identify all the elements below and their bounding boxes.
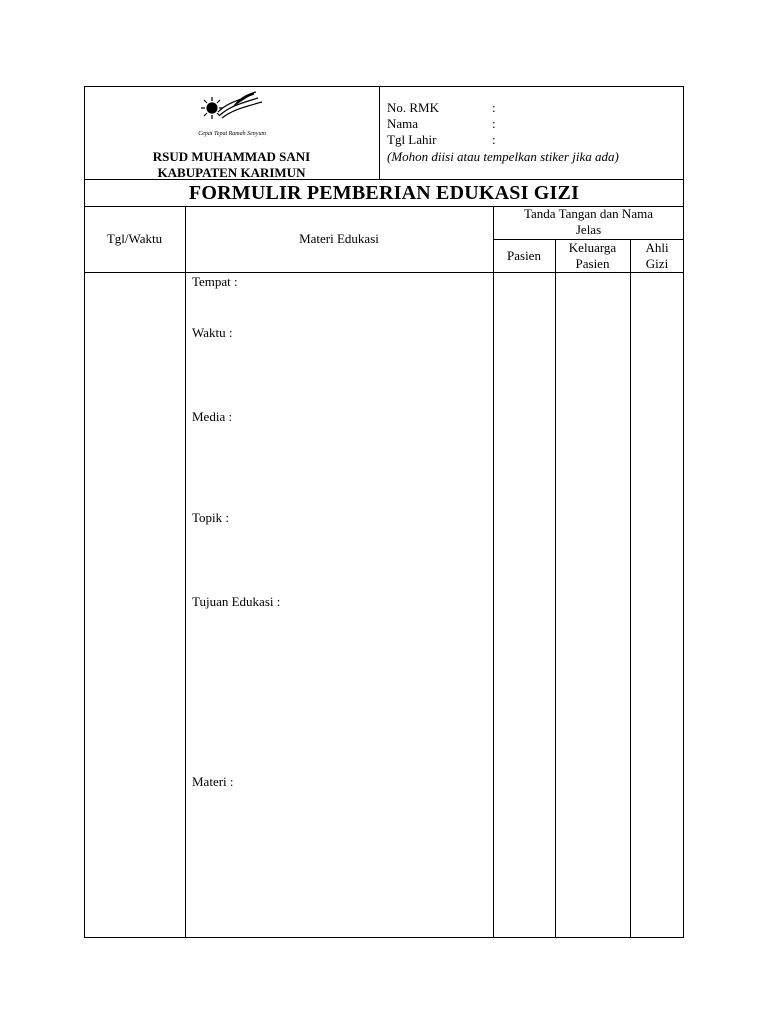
column-divider-family [630,239,631,938]
column-header-signature-line1: Tanda Tangan dan Nama [524,206,653,221]
column-header-material: Materi Edukasi [299,231,379,246]
column-header-signature-line2: Jelas [575,222,602,237]
field-place: Tempat : [192,274,238,289]
column-header-date: Tgl/Waktu [106,231,163,246]
subheader-family-line2: Pasien [575,256,610,271]
dob-colon: : [492,132,496,147]
column-divider-patient [555,239,556,938]
rmk-colon: : [492,100,496,115]
field-media: Media : [192,409,233,424]
hospital-logo [196,88,268,132]
sticker-note: (Mohon diisi atau tempelkan stiker jika ada) [387,149,619,164]
field-time: Waktu : [192,325,233,340]
subheader-family-line1: Keluarga [568,240,617,255]
table-header-bottom-line [84,272,684,273]
name-colon: : [492,116,496,131]
field-topic: Topik : [192,510,230,525]
field-goal: Tujuan Edukasi : [192,594,281,609]
subheader-nutritionist-line2: Gizi [645,256,669,271]
rmk-label: No. RMK [387,100,440,115]
subheader-nutritionist-line1: Ahli [645,240,669,255]
dob-label: Tgl Lahir [387,132,437,147]
subheader-patient: Pasien [507,248,541,263]
column-divider-material [493,206,494,938]
logo-caption: Cepat Tepat Ramah Senyum [198,131,266,137]
field-material: Materi : [192,774,234,789]
form-title: FORMULIR PEMBERIAN EDUKASI GIZI [188,182,580,204]
hospital-name: RSUD MUHAMMAD SANI [152,149,311,164]
column-divider-date [185,206,186,938]
name-label: Nama [387,116,419,131]
header-divider [379,86,380,179]
hospital-region: KABUPATEN KARIMUN [157,165,306,180]
